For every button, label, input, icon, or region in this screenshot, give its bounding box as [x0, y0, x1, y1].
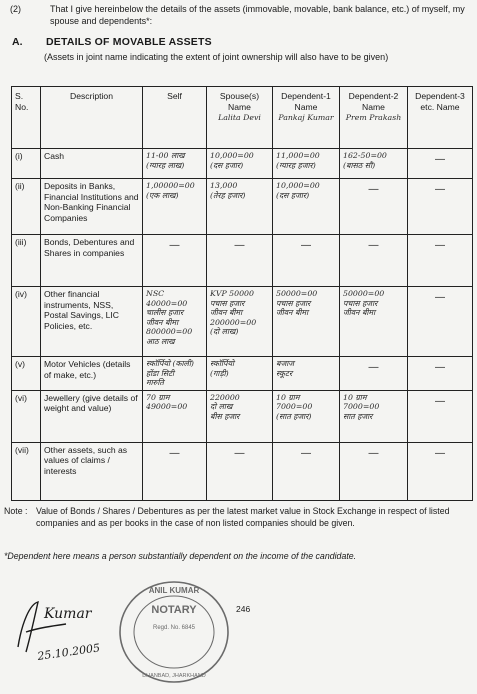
notary-seal — [104, 577, 244, 687]
seal-middle: NOTARY — [151, 604, 197, 616]
cell-dependent-1: 10,000=00 (दस हजार) — [273, 179, 340, 235]
header-dependent-2-label: Dependent-2 Name — [348, 91, 399, 112]
dash: — — [301, 240, 311, 251]
table-row — [12, 390, 473, 442]
row-description: Deposits in Banks, Financial Institutions and Non-Banking Financial Companies — [41, 179, 143, 235]
header-description: Description — [41, 87, 143, 149]
header-dependent-3: Dependent-3 etc. Name — [408, 87, 473, 149]
cell-dependent-1 — [273, 235, 340, 287]
cell-self: 70 ग्राम 49000=00 — [143, 390, 207, 442]
row-number: (iv) — [12, 287, 41, 357]
dash: — — [435, 395, 445, 407]
header-dependent-1-label: Dependent-1 Name — [281, 91, 331, 112]
cell-dependent-2 — [340, 235, 408, 287]
dependent-definition: *Dependent here means a person substantially dependent on the income of the candidate. — [4, 551, 357, 561]
cell-dependent-3 — [408, 149, 473, 179]
cell-dependent-1: 10 ग्राम 7000=00 (सात हजार) — [273, 390, 340, 442]
intro-number: (2) — [10, 4, 21, 14]
signature-date: 25.10.2005 — [36, 641, 101, 663]
cell-dependent-2: 162-50=00 (बासठ सौ) — [340, 149, 408, 179]
table-header-row — [12, 87, 473, 149]
intro-text: That I give hereinbelow the details of the assets (immovable, movable, bank balance, etc.) of myself, my spouse and dependents*: — [50, 4, 465, 26]
movable-assets-table — [11, 86, 473, 501]
dash: — — [435, 154, 445, 165]
cell-spouse — [207, 442, 273, 500]
signature-name: Kumar — [44, 606, 92, 622]
row-description: Other assets, such as values of claims / interests — [41, 442, 143, 500]
row-description: Bonds, Debentures and Shares in companies — [41, 235, 143, 287]
row-description: Cash — [41, 149, 143, 179]
seal-top: ANIL KUMAR — [148, 586, 200, 595]
cell-self: स्कॉर्पियो (काली) होंडा सिटी मारुति — [143, 357, 207, 391]
section-title: DETAILS OF MOVABLE ASSETS — [46, 36, 212, 48]
row-number: (ii) — [12, 179, 41, 235]
header-dependent-1 — [273, 87, 340, 149]
header-dependent-2 — [340, 87, 408, 149]
row-number: (iii) — [12, 235, 41, 287]
table-row — [12, 179, 473, 235]
dash: — — [435, 362, 445, 373]
note-label: Note : — [4, 506, 28, 516]
dash: — — [234, 447, 245, 459]
cell-dependent-1: 11,000=00 (ग्यारह हजार) — [273, 149, 340, 179]
dash: — — [368, 184, 379, 195]
cell-dependent-3 — [408, 287, 473, 357]
table-row — [12, 442, 473, 500]
seal-reg: Regd. No. 6845 — [152, 625, 196, 631]
cell-spouse: स्कॉर्पियो (गाड़ी) — [207, 357, 273, 391]
header-spouse-label: Spouse(s) Name — [219, 91, 260, 112]
cell-self: 1,00000=00 (एक लाख) — [143, 179, 207, 235]
note-text: Value of Bonds / Shares / Debentures as per the latest market value in Stock Exchange in respect of listed companies and as per books in the case of non listed companies should be given. — [36, 506, 450, 528]
header-spouse-hw: Lalita Devi — [218, 113, 261, 122]
dash: — — [169, 240, 180, 251]
cell-dependent-1 — [273, 442, 340, 500]
table-row — [12, 287, 473, 357]
cell-self — [143, 442, 207, 500]
row-number: (vi) — [12, 390, 41, 442]
dash: — — [435, 184, 445, 195]
cell-spouse: 220000 दो लाख बीस हजार — [207, 390, 273, 442]
cell-dependent-2: 10 ग्राम 7000=00 सात हजार — [340, 390, 408, 442]
cell-dependent-2 — [340, 442, 408, 500]
cell-dependent-1: बजाज स्कूटर — [273, 357, 340, 391]
row-description: Other financial instruments, NSS, Postal Savings, LIC Policies, etc. — [41, 287, 143, 357]
cell-dependent-3 — [408, 390, 473, 442]
dash: — — [368, 240, 379, 251]
header-dependent-1-hw: Pankaj Kumar — [278, 113, 334, 122]
cell-dependent-1: 50000=00 पचास हजार जीवन बीमा — [273, 287, 340, 357]
cell-spouse — [207, 235, 273, 287]
table-row — [12, 235, 473, 287]
row-description: Jewellery (give details of weight and value) — [41, 390, 143, 442]
dash: — — [169, 447, 180, 459]
section-subtitle: (Assets in joint name indicating the extent of joint ownership will also have to be given) — [44, 52, 389, 62]
table-row — [12, 149, 473, 179]
seal-bottom: DHANBAD, JHARKHAND — [142, 673, 206, 679]
header-spouse — [207, 87, 273, 149]
cell-dependent-3 — [408, 235, 473, 287]
cell-dependent-3 — [408, 357, 473, 391]
cell-spouse: KVP 50000 पचास हजार जीवन बीमा 200000=00 (दो लाख) — [207, 287, 273, 357]
dash: — — [435, 447, 445, 459]
cell-spouse: 10,000=00 (दस हजार) — [207, 149, 273, 179]
seal-number: 246 — [236, 604, 251, 614]
dash: — — [234, 240, 245, 251]
cell-dependent-3 — [408, 179, 473, 235]
cell-self — [143, 235, 207, 287]
row-description: Motor Vehicles (details of make, etc.) — [41, 357, 143, 391]
cell-dependent-2 — [340, 179, 408, 235]
dash: — — [435, 292, 445, 303]
dash: — — [368, 362, 379, 373]
cell-spouse: 13,000 (तेरह हजार) — [207, 179, 273, 235]
dash: — — [368, 447, 379, 459]
header-sno: S. No. — [12, 87, 41, 149]
table-row — [12, 357, 473, 391]
row-number: (v) — [12, 357, 41, 391]
cell-self: 11-00 लाख (ग्यारह लाख) — [143, 149, 207, 179]
row-number: (vii) — [12, 442, 41, 500]
header-self: Self — [143, 87, 207, 149]
cell-dependent-2 — [340, 357, 408, 391]
cell-dependent-2: 50000=00 पचास हजार जीवन बीमा — [340, 287, 408, 357]
header-dependent-2-hw: Prem Prakash — [345, 113, 402, 122]
dash: — — [435, 240, 445, 251]
cell-self: NSC 40000=00 चालीस हजार जीवन बीमा 800000=00 आठ लाख — [143, 287, 207, 357]
dash: — — [301, 447, 311, 459]
section-letter: A. — [12, 36, 23, 48]
row-number: (i) — [12, 149, 41, 179]
cell-dependent-3 — [408, 442, 473, 500]
